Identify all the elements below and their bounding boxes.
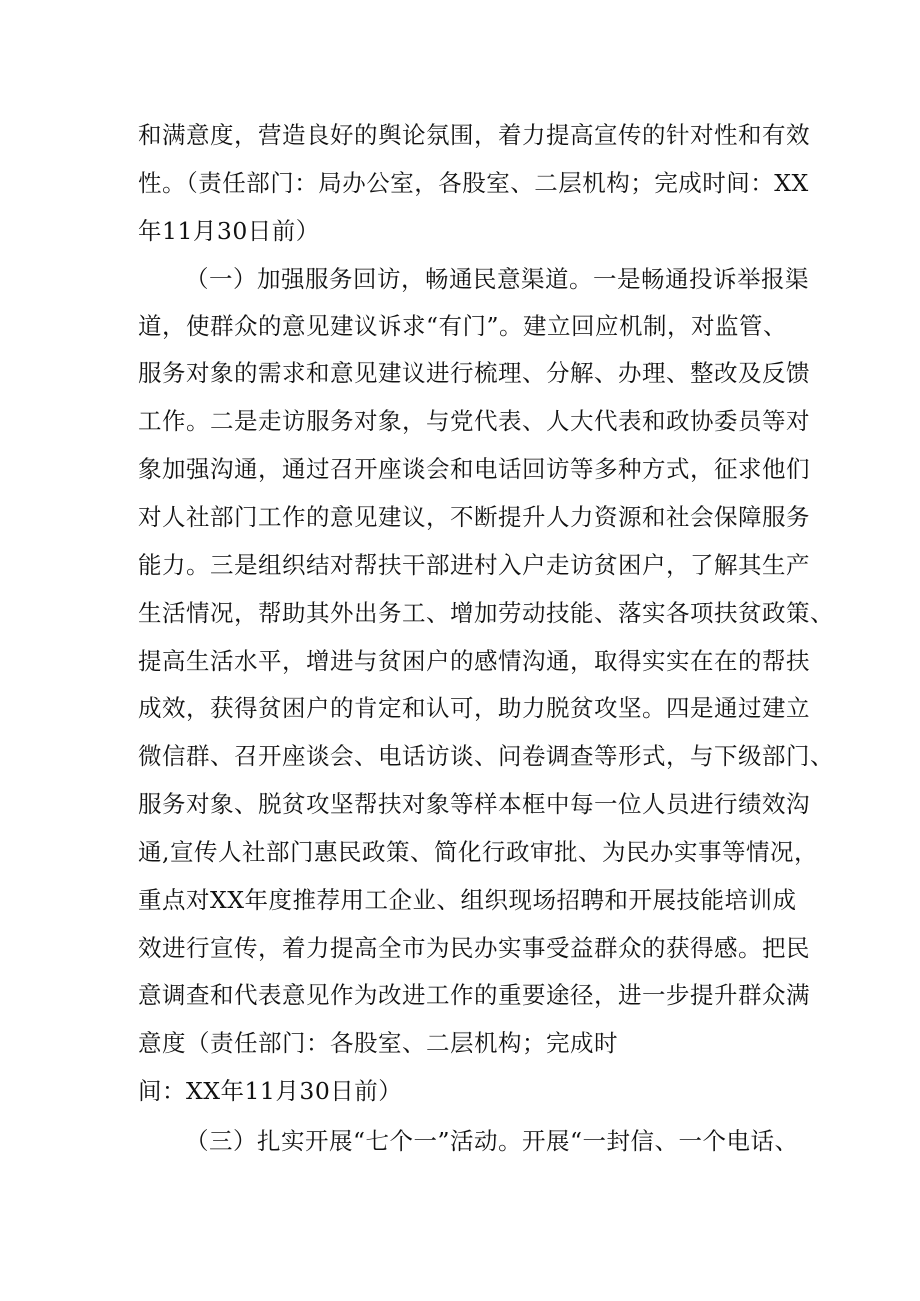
paragraph-line: 成效，获得贫困户的肯定和认可，助力脱贫攻坚。四是通过建立 bbox=[138, 694, 810, 722]
paragraph-line: 重点对XX年度推荐用工企业、组织现场招聘和开展技能培训成 bbox=[138, 886, 797, 914]
paragraph-line: 服务对象、脱贫攻坚帮扶对象等样本框中每一位人员进行绩效沟 bbox=[138, 790, 810, 818]
paragraph-line: 年11月30日前） bbox=[138, 217, 320, 245]
paragraph-line: 效进行宣传，着力提高全市为民办实事受益群众的获得感。把民 bbox=[138, 934, 810, 962]
paragraph-line: 微信群、召开座谈会、电话访谈、问卷调查等形式，与下级部门、 bbox=[138, 742, 834, 770]
paragraph-line: 意度（责任部门：各股室、二层机构；完成时 bbox=[138, 1029, 618, 1057]
paragraph-line: 工作。二是走访服务对象，与党代表、人大代表和政协委员等对 bbox=[138, 407, 810, 435]
paragraph-line: 意调查和代表意见作为改进工作的重要途径，进一步提升群众满 bbox=[138, 981, 810, 1009]
paragraph-line: 和满意度，营造良好的舆论氛围，着力提高宣传的针对性和有效 bbox=[138, 121, 810, 149]
paragraph-line: 道，使群众的意见建议诉求“有门”。建立回应机制，对监管、 bbox=[138, 312, 788, 340]
paragraph-line: 通,宣传人社部门惠民政策、简化行政审批、为民办实事等情况， bbox=[138, 838, 818, 866]
paragraph-line: 象加强沟通，通过召开座谈会和电话回访等多种方式，征求他们 bbox=[138, 455, 810, 483]
paragraph-line: 对人社部门工作的意见建议，不断提升人力资源和社会保障服务 bbox=[138, 503, 810, 531]
paragraph-line: 间：XX年11月30日前） bbox=[138, 1077, 403, 1105]
paragraph-line: 服务对象的需求和意见建议进行梳理、分解、办理、整改及反馈 bbox=[138, 359, 810, 387]
paragraph-line: （三）扎实开展“七个一”活动。开展“一封信、一个电话、 bbox=[185, 1127, 799, 1155]
paragraph-line: 能力。三是组织结对帮扶干部进村入户走访贫困户，了解其生产 bbox=[138, 551, 810, 579]
paragraph-line: 生活情况，帮助其外出务工、增加劳动技能、落实各项扶贫政策、 bbox=[138, 599, 834, 627]
paragraph-line: 性。（责任部门：局办公室，各股室、二层机构；完成时间：XX bbox=[138, 169, 809, 197]
paragraph-line: 提高生活水平，增进与贫困户的感情沟通，取得实实在在的帮扶 bbox=[138, 647, 810, 675]
paragraph-line: （一）加强服务回访，畅通民意渠道。一是畅通投诉举报渠 bbox=[185, 265, 809, 293]
